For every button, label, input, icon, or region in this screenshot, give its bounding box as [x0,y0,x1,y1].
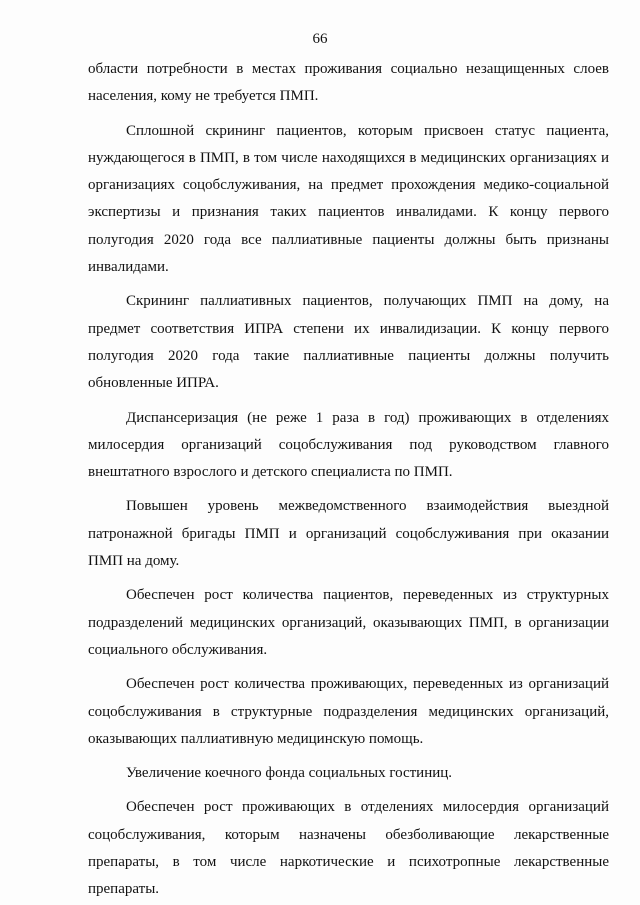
body-text [88,56,609,904]
paragraph-2: Сплошной скрининг пациентов, которым присвоен статус пациента, нуждающегося в ПМП, в том числе находящихся в медицинских организациях и организациях соцобслуживания, на предмет прохождения медико-социальной экспертизы и признания таких пациентов инвалидами. К концу первого полугодия 2020 года все паллиативные пациенты должны быть признаны инвалидами. [88,122,609,276]
paragraph-4: Диспансеризация (не реже 1 раза в год) проживающих в отделениях милосердия организаций соцобслуживания под руководством главного внештатного взрослого и детского специалиста по ПМП. [88,409,609,481]
paragraph-8: Увеличение коечного фонда социальных гостиниц. [126,765,453,782]
paragraph-6: Обеспечен рост количества пациентов, переведенных из структурных подразделений медицинских организаций, оказывающих ПМП, в организации социального обслуживания. [88,587,609,658]
paragraph-5: Повышен уровень межведомственного взаимодействия выездной патронажной бригады ПМП и организаций соцобслуживания при оказании ПМП на дому. [88,498,609,570]
paragraph-9: Обеспечен рост проживающих в отделениях милосердия организаций соцобслуживания, которым назначены обезболивающие лекарственные препараты, в том числе наркотические и психотропные лекарственные препараты. [88,799,609,898]
paragraph-7: Обеспечен рост количества проживающих, переведенных из организаций соцобслуживания в структурные подразделения медицинских организаций, оказывающих паллиативную медицинскую помощь. [88,676,609,747]
page-number: 66 [312,31,328,47]
paragraph-3: Скрининг паллиативных пациентов, получающих ПМП на дому, на предмет соответствия ИПРА степени их инвалидизации. К концу первого полугодия 2020 года такие паллиативные пациенты должны получить обновленные ИПРА. [88,293,609,392]
paragraph-1: области потребности в местах проживания социально незащищенных слоев населения, кому не требуется ПМП. [88,61,609,105]
